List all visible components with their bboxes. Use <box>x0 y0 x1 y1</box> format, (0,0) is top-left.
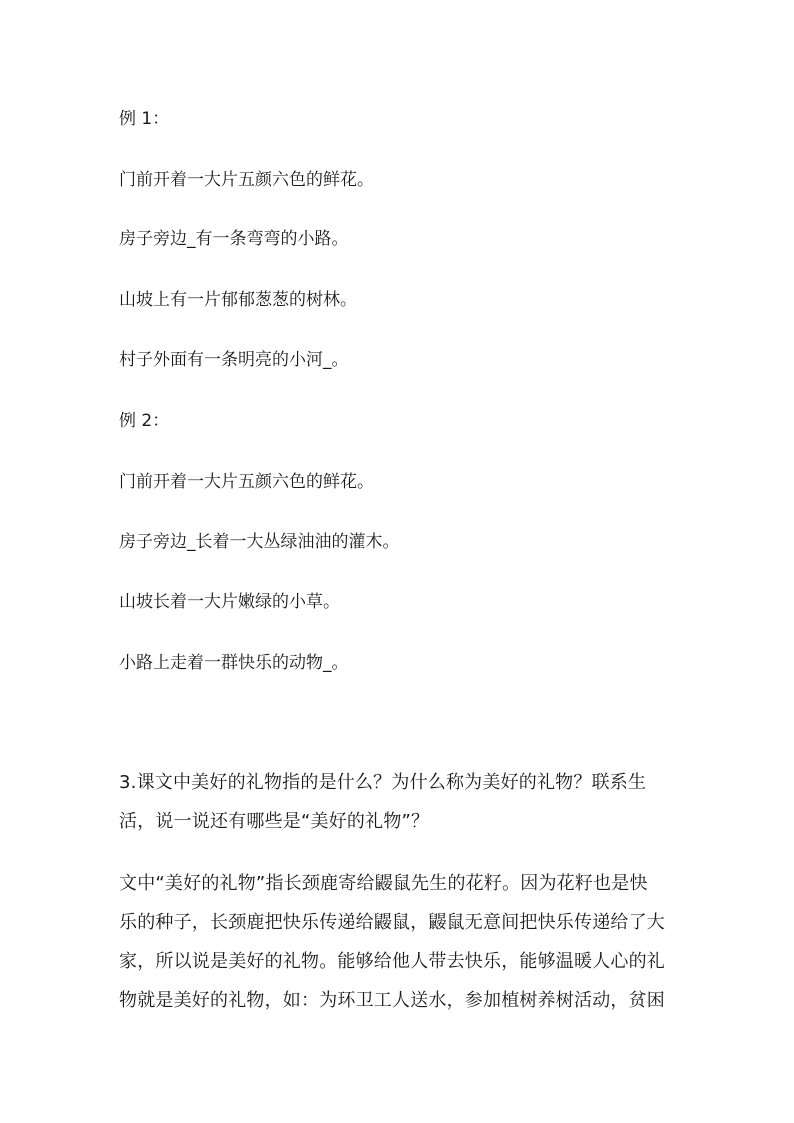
example1-heading: 例 1： <box>119 109 170 129</box>
answer3-line-4: 物就是美好的礼物，如：为环卫工人送水，参加植树养树活动，贫困 <box>119 990 665 1011</box>
example2-heading: 例 2： <box>119 411 170 431</box>
answer3-line-3: 家，所以说是美好的礼物。能够给他人带去快乐，能够温暖人心的礼 <box>119 951 665 972</box>
example1-line-2: 房子旁边_有一条弯弯的小路。 <box>119 229 349 249</box>
answer3-line-1: 文中“美好的礼物”指长颈鹿寄给鼹鼠先生的花籽。因为花籽也是快 <box>119 873 648 894</box>
example2-line-2: 房子旁边_长着一大丛绿油油的灌木。 <box>119 532 400 552</box>
example1-line-1: 门前开着一大片五颜六色的鲜花。 <box>119 170 374 190</box>
example2-line-1: 门前开着一大片五颜六色的鲜花。 <box>119 472 374 492</box>
example1-line-3: 山坡上有一片郁郁葱葱的树林。 <box>119 290 357 310</box>
question3-line-1: 3.课文中美好的礼物指的是什么？为什么称为美好的礼物？联系生 <box>119 772 647 793</box>
question3-line-2: 活，说一说还有哪些是“美好的礼物”？ <box>119 811 430 832</box>
example2-line-3: 山坡长着一大片嫩绿的小草。 <box>119 592 340 612</box>
example1-line-4: 村子外面有一条明亮的小河_。 <box>119 350 349 370</box>
answer3-line-2: 乐的种子，长颈鹿把快乐传递给鼹鼠，鼹鼠无意间把快乐传递给了大 <box>119 912 665 933</box>
example2-line-4: 小路上走着一群快乐的动物_。 <box>119 653 349 673</box>
